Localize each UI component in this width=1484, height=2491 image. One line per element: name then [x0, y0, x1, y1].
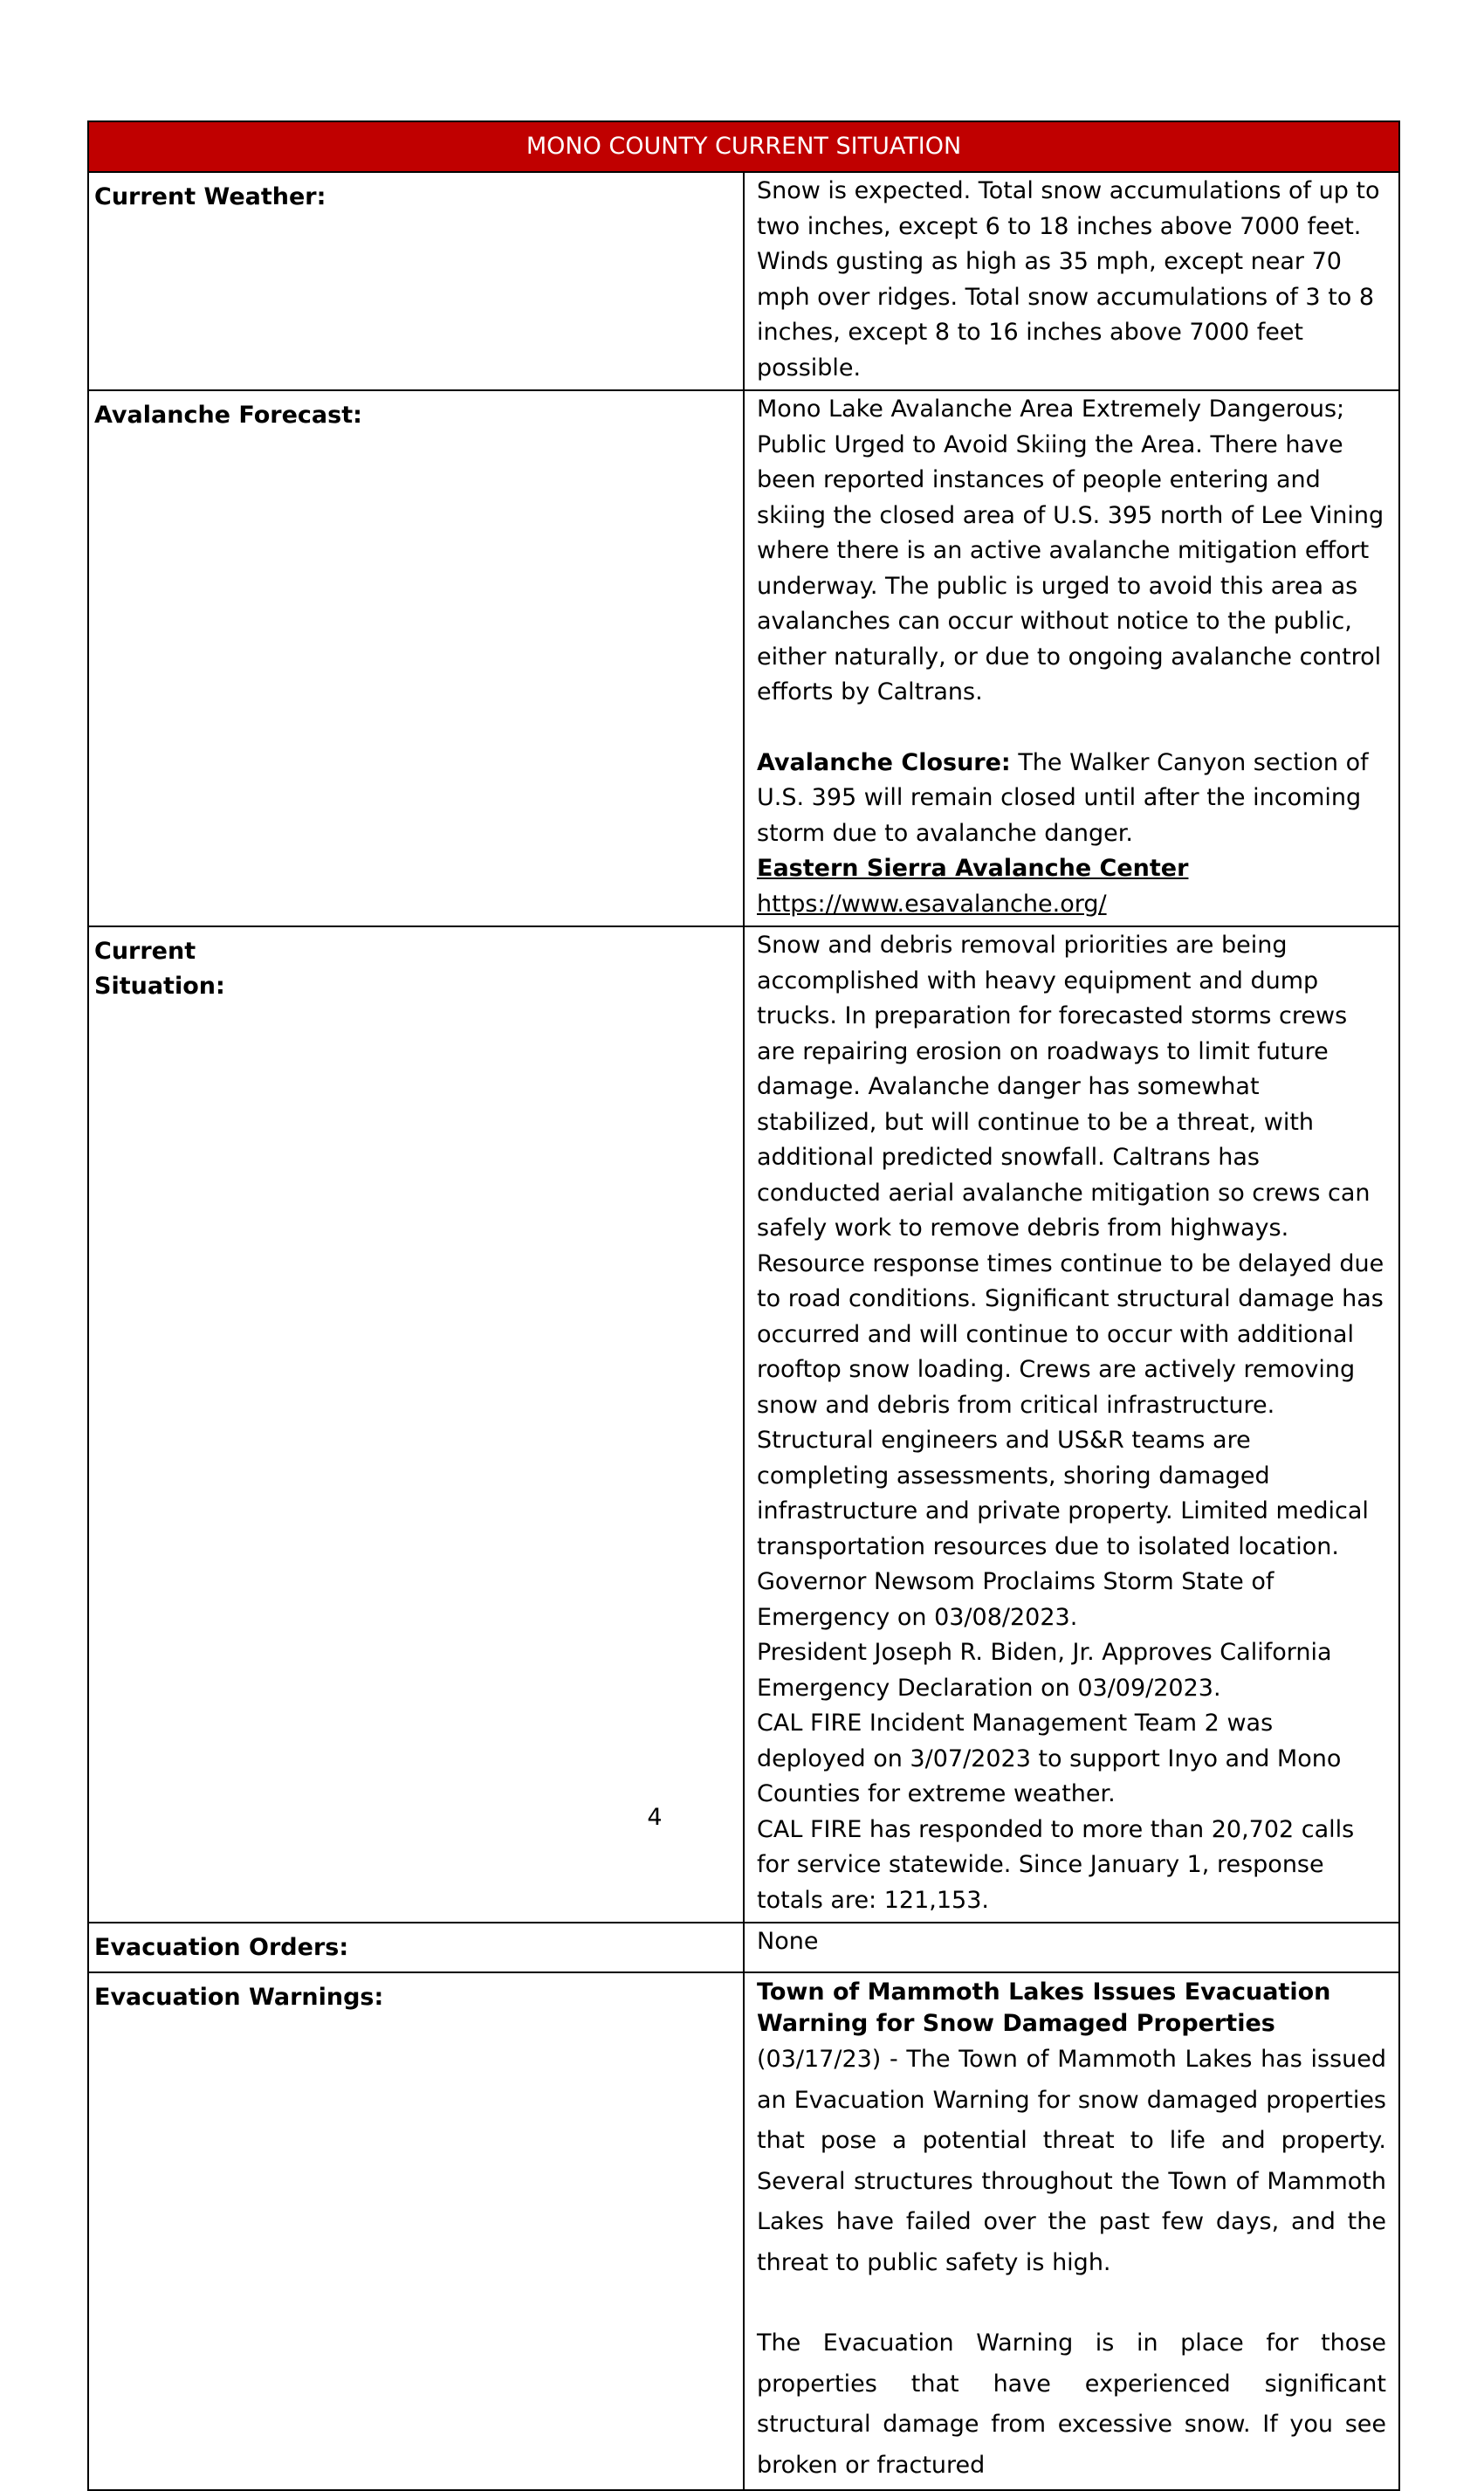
avalanche-forecast-cell [744, 390, 1399, 926]
page-number: 4 [647, 1804, 663, 1831]
current-situation-label-line1: Current [94, 938, 196, 965]
evacuation-warnings-label: Evacuation Warnings: [88, 1972, 744, 2490]
row-current-weather [88, 172, 1399, 390]
situation-paragraph: Snow and debris removal priorities are being accomplished with heavy equipment and dump trucks. In preparation for forecasted storms crews are repairing erosion on roadways to limit future damage. Avalanche danger has somewhat stabilized, but will continue to be a threat, with additional predicted snowfall. Caltrans has conducted aerial avalanche mitigation so crews can safely work to remove debris from highways. Resource response times continue to be delayed due to road conditions. Significant structural damage has occurred and will continue to occur with additional rooftop snow loading. Crews are actively removing snow and debris from critical infrastructure. Structural engineers and US&R teams are completing assessments, shoring damaged infrastructure and private property. Limited medical transportation resources due to isolated location. [757, 932, 1384, 1560]
evacuation-orders-text: None [744, 1923, 1399, 1972]
current-situation-cell [744, 926, 1399, 1923]
row-evacuation-orders [88, 1923, 1399, 1972]
avalanche-closure [757, 746, 1386, 852]
avalanche-closure-text: The Walker Canyon section of U.S. 395 will remain closed until after the incoming storm due to avalanche danger. [757, 748, 1369, 847]
current-weather-label: Current Weather: [88, 172, 744, 390]
evacuation-orders-label: Evacuation Orders: [88, 1923, 744, 1972]
evacuation-warning-paragraph: (03/17/23) - The Town of Mammoth Lakes has issued an Evacuation Warning for snow damaged properties that pose a potential threat to life and property. Several structures throughout the Town of Mammoth Lakes have failed over the past few days, and the threat to public safety is high. [757, 2046, 1386, 2276]
avalanche-closure-title: Avalanche Closure: [757, 748, 1011, 776]
row-avalanche-forecast [88, 390, 1399, 926]
table-header: MONO COUNTY CURRENT SITUATION [88, 121, 1399, 172]
avalanche-center-link[interactable]: Eastern Sierra Avalanche Center [757, 855, 1189, 882]
avalanche-forecast-text: Mono Lake Avalanche Area Extremely Dangerous; Public Urged to Avoid Skiing the Area. There have been reported instances of people entering and skiing the closed area of U.S. 395 north of Lee Vining where there is an active avalanche mitigation effort underway. The public is urged to avoid this area as avalanches can occur without notice to the public, either naturally, or due to ongoing avalanche control efforts by Caltrans. [757, 396, 1384, 705]
row-current-situation [88, 926, 1399, 1923]
situation-paragraph: Governor Newsom Proclaims Storm State of Emergency on 03/08/2023. [757, 1568, 1274, 1631]
evacuation-warning-title: Town of Mammoth Lakes Issues Evacuation Warning for Snow Damaged Properties [757, 1978, 1331, 2037]
situation-table [87, 120, 1400, 2491]
evacuation-warnings-cell [744, 1972, 1399, 2490]
situation-paragraph: CAL FIRE Incident Management Team 2 was deployed on 3/07/2023 to support Inyo and Mono Counties for extreme weather. [757, 1710, 1342, 1807]
current-weather-text: Snow is expected. Total snow accumulations of up to two inches, except 6 to 18 inches above 7000 feet. Winds gusting as high as 35 mph, except near 70 mph over ridges. Total snow accumulations of 3 to 8 inches, except 8 to 16 inches above 7000 feet possible. [744, 172, 1399, 390]
avalanche-center-url[interactable]: https://www.esavalanche.org/ [757, 890, 1107, 918]
situation-paragraph: CAL FIRE has responded to more than 20,702 calls for service statewide. Since January 1, response totals are: 121,153. [757, 1815, 1355, 1914]
current-situation-label [88, 926, 744, 1923]
avalanche-forecast-label: Avalanche Forecast: [88, 390, 744, 926]
row-evacuation-warnings [88, 1972, 1399, 2490]
current-situation-label-line2: Situation: [94, 973, 225, 1000]
situation-paragraph: President Joseph R. Biden, Jr. Approves California Emergency Declaration on 03/09/2023. [757, 1639, 1332, 1702]
evacuation-warning-paragraph: The Evacuation Warning is in place for those properties that have experienced significant structural damage from excessive snow. If you see broken or fractured [757, 2329, 1386, 2479]
